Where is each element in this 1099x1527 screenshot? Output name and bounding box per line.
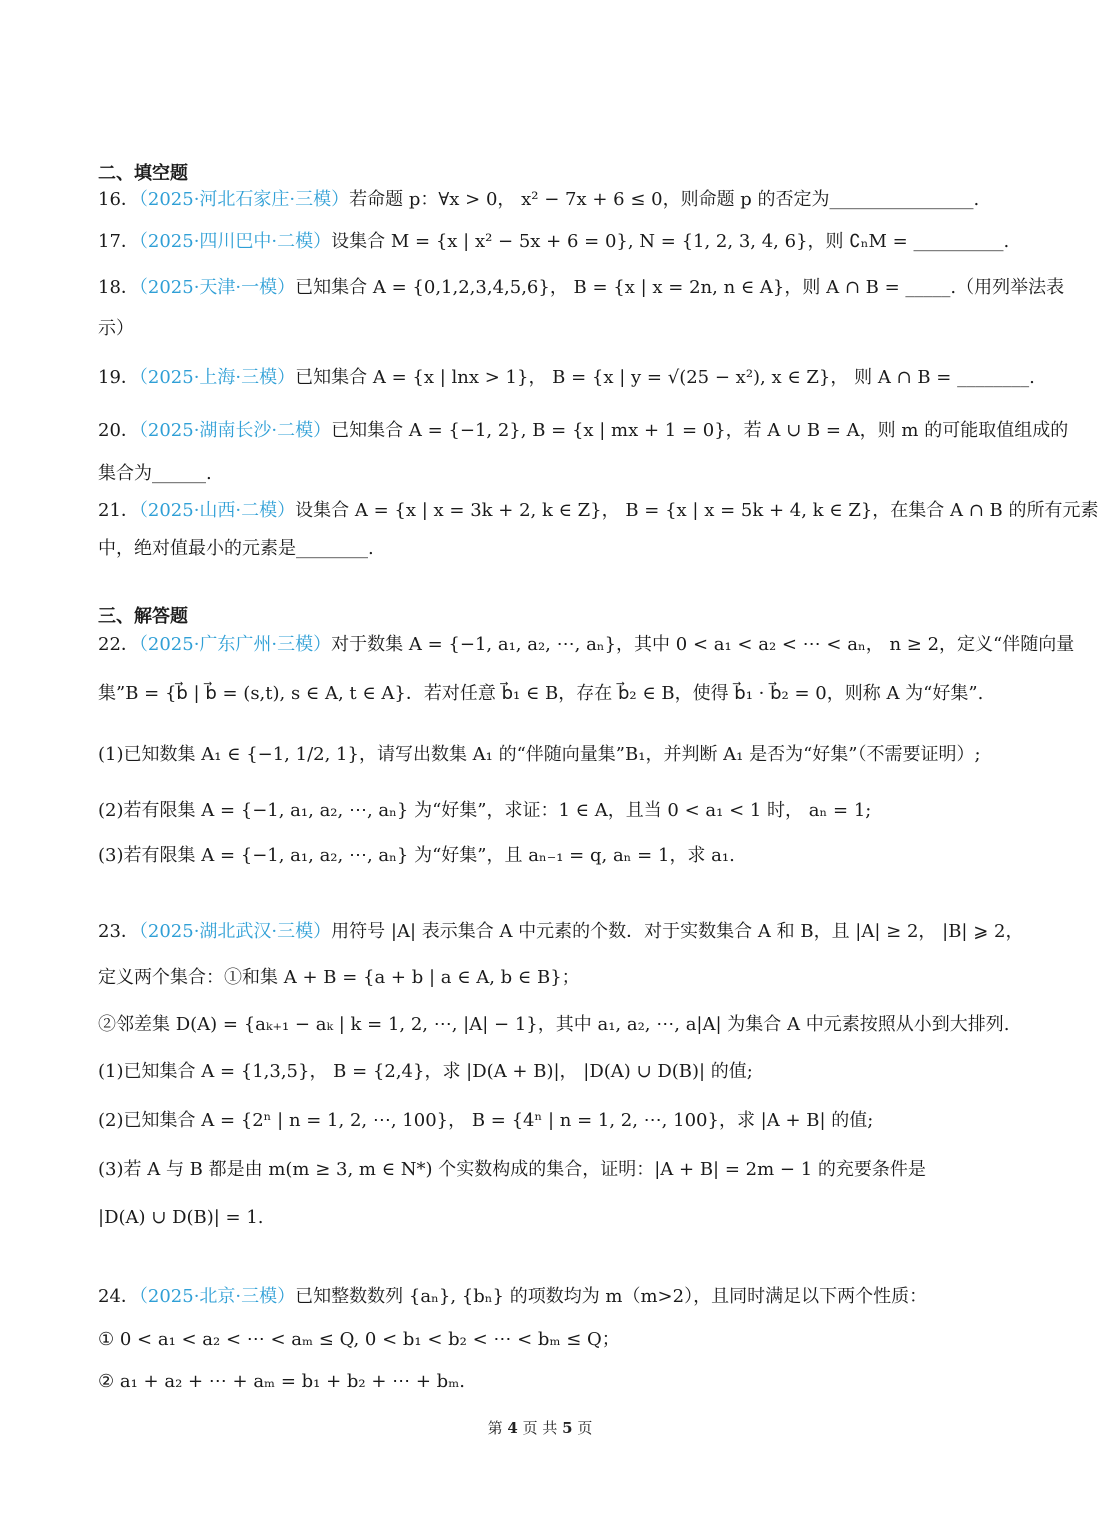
question-24-condition-1: ① 0 < a₁ < a₂ < ⋯ < aₘ ≤ Q, 0 < b₁ < b₂ < ⋯ < bₘ ≤ Q； — [98, 1329, 620, 1350]
question-text: 已知集合 A = {x | lnx > 1}， B = {x | y = √(25 − x²), x ∈ Z}， 则 A ∩ B = ________. — [295, 367, 1035, 388]
question-22-part-3: (3)若有限集 A = {−1, a₁, a₂, ⋯, aₙ} 为“好集”，且 aₙ₋₁ = q, aₙ = 1，求 a₁. — [98, 845, 735, 866]
question-source: （2025·四川巴中·二模） — [138, 231, 332, 252]
question-24 — [98, 1284, 988, 1310]
question-23-part-3: (3)若 A 与 B 都是由 m(m ≥ 3, m ∈ N*) 个实数构成的集合，证明：|A + B| = 2m − 1 的充要条件是 — [98, 1159, 926, 1180]
question-number: 22． — [98, 634, 139, 655]
footer-prefix: 第 — [487, 1419, 503, 1437]
question-number: 18． — [98, 277, 139, 298]
question-23-part-3-continued: |D(A) ∪ D(B)| = 1. — [98, 1207, 264, 1228]
question-text: 已知集合 A = {−1, 2}, B = {x | mx + 1 = 0}，若 A ∪ B = A，则 m 的可能取值组成的 — [331, 420, 1069, 441]
question-22 — [98, 632, 1075, 658]
question-18-continued: 示） — [98, 318, 134, 339]
section-heading-fill: 二、填空题 — [98, 163, 188, 184]
total-page-count: 5 — [562, 1419, 573, 1437]
question-text: 已知整数数列 {aₙ}, {bₙ} 的项数均为 m（m>2），且同时满足以下两个性质： — [295, 1286, 928, 1307]
question-18 — [98, 275, 1065, 301]
question-20-continued: 集合为______. — [98, 463, 212, 484]
question-source: （2025·上海·三模） — [138, 367, 296, 388]
question-19 — [98, 365, 1035, 391]
question-source: （2025·湖北武汉·三模） — [138, 921, 332, 942]
question-21 — [98, 498, 1099, 524]
question-number: 19． — [98, 367, 139, 388]
question-number: 23． — [98, 921, 139, 942]
question-23 — [98, 919, 1024, 945]
question-22-part-1: (1)已知数集 A₁ ∈ {−1, 1/2, 1}，请写出数集 A₁ 的“伴随向量集”B₁，并判断 A₁ 是否为“好集”（不需要证明）; — [98, 744, 981, 765]
question-source: （2025·天津·一模） — [138, 277, 296, 298]
question-21-continued: 中，绝对值最小的元素是________. — [98, 538, 374, 559]
question-source: （2025·山西·二模） — [138, 500, 296, 521]
question-text: 设集合 A = {x | x = 3k + 2, k ∈ Z}， B = {x | x = 5k + 4, k ∈ Z}，在集合 A ∩ B 的所有元素 — [295, 500, 1099, 521]
question-text: 已知集合 A = {0,1,2,3,4,5,6}， B = {x | x = 2n, n ∈ A}，则 A ∩ B = _____.（用列举法表 — [295, 277, 1065, 298]
question-source: （2025·湖南长沙·二模） — [138, 420, 332, 441]
question-number: 17． — [98, 231, 139, 252]
question-number: 16． — [98, 189, 139, 210]
question-23-part-2: (2)已知集合 A = {2ⁿ | n = 1, 2, ⋯, 100}， B = {4ⁿ | n = 1, 2, ⋯, 100}，求 |A + B| 的值; — [98, 1110, 874, 1131]
section-heading-answer: 三、解答题 — [98, 606, 188, 627]
question-22-part-2: (2)若有限集 A = {−1, a₁, a₂, ⋯, aₙ} 为“好集”，求证：1 ∈ A，且当 0 < a₁ < 1 时， aₙ = 1; — [98, 800, 872, 821]
question-text: 对于数集 A = {−1, a₁, a₂, ⋯, aₙ}，其中 0 < a₁ < a₂ < ⋯ < aₙ， n ≥ 2，定义“伴随向量 — [331, 634, 1075, 655]
question-source: （2025·北京·三模） — [138, 1286, 296, 1307]
question-source: （2025·河北石家庄·三模） — [138, 189, 350, 210]
footer-suffix: 页 — [577, 1419, 593, 1437]
footer-middle: 页 共 — [522, 1419, 558, 1437]
page-footer — [0, 1417, 1080, 1439]
question-17 — [98, 229, 1010, 255]
question-number: 21． — [98, 500, 139, 521]
question-24-condition-2: ② a₁ + a₂ + ⋯ + aₘ = b₁ + b₂ + ⋯ + bₘ. — [98, 1371, 465, 1392]
current-page-number: 4 — [507, 1419, 518, 1437]
question-number: 24． — [98, 1286, 139, 1307]
question-text: 设集合 M = {x | x² − 5x + 6 = 0}, N = {1, 2, 3, 4, 6}，则 ∁ₙM = __________. — [331, 231, 1010, 252]
question-source: （2025·广东广州·三模） — [138, 634, 332, 655]
question-text: 用符号 |A| 表示集合 A 中元素的个数．对于实数集合 A 和 B，且 |A| ≥ 2， |B| ⩾ 2， — [331, 921, 1024, 942]
question-number: 20． — [98, 420, 139, 441]
question-text: 若命题 p：∀x > 0， x² − 7x + 6 ≤ 0，则命题 p 的否定为________________. — [349, 189, 980, 210]
question-23-part-1: (1)已知集合 A = {1,3,5}， B = {2,4}，求 |D(A + B)|， |D(A) ∪ D(B)| 的值; — [98, 1061, 753, 1082]
question-22-continued: 集”B = {b⃗ | b⃗ = (s,t), s ∈ A, t ∈ A}．若对任意 b⃗₁ ∈ B，存在 b⃗₂ ∈ B，使得 b⃗₁ · b⃗₂ = 0，则称 A 为“好集”. — [98, 683, 984, 704]
question-23-continued-2: ②邻差集 D(A) = {aₖ₊₁ − aₖ | k = 1, 2, ⋯, |A| − 1}，其中 a₁, a₂, ⋯, a|A| 为集合 A 中元素按照从小到大排列. — [98, 1014, 1010, 1035]
question-20 — [98, 418, 1069, 444]
question-16 — [98, 187, 988, 213]
question-23-continued: 定义两个集合：①和集 A + B = {a + b | a ∈ A, b ∈ B}； — [98, 967, 580, 988]
